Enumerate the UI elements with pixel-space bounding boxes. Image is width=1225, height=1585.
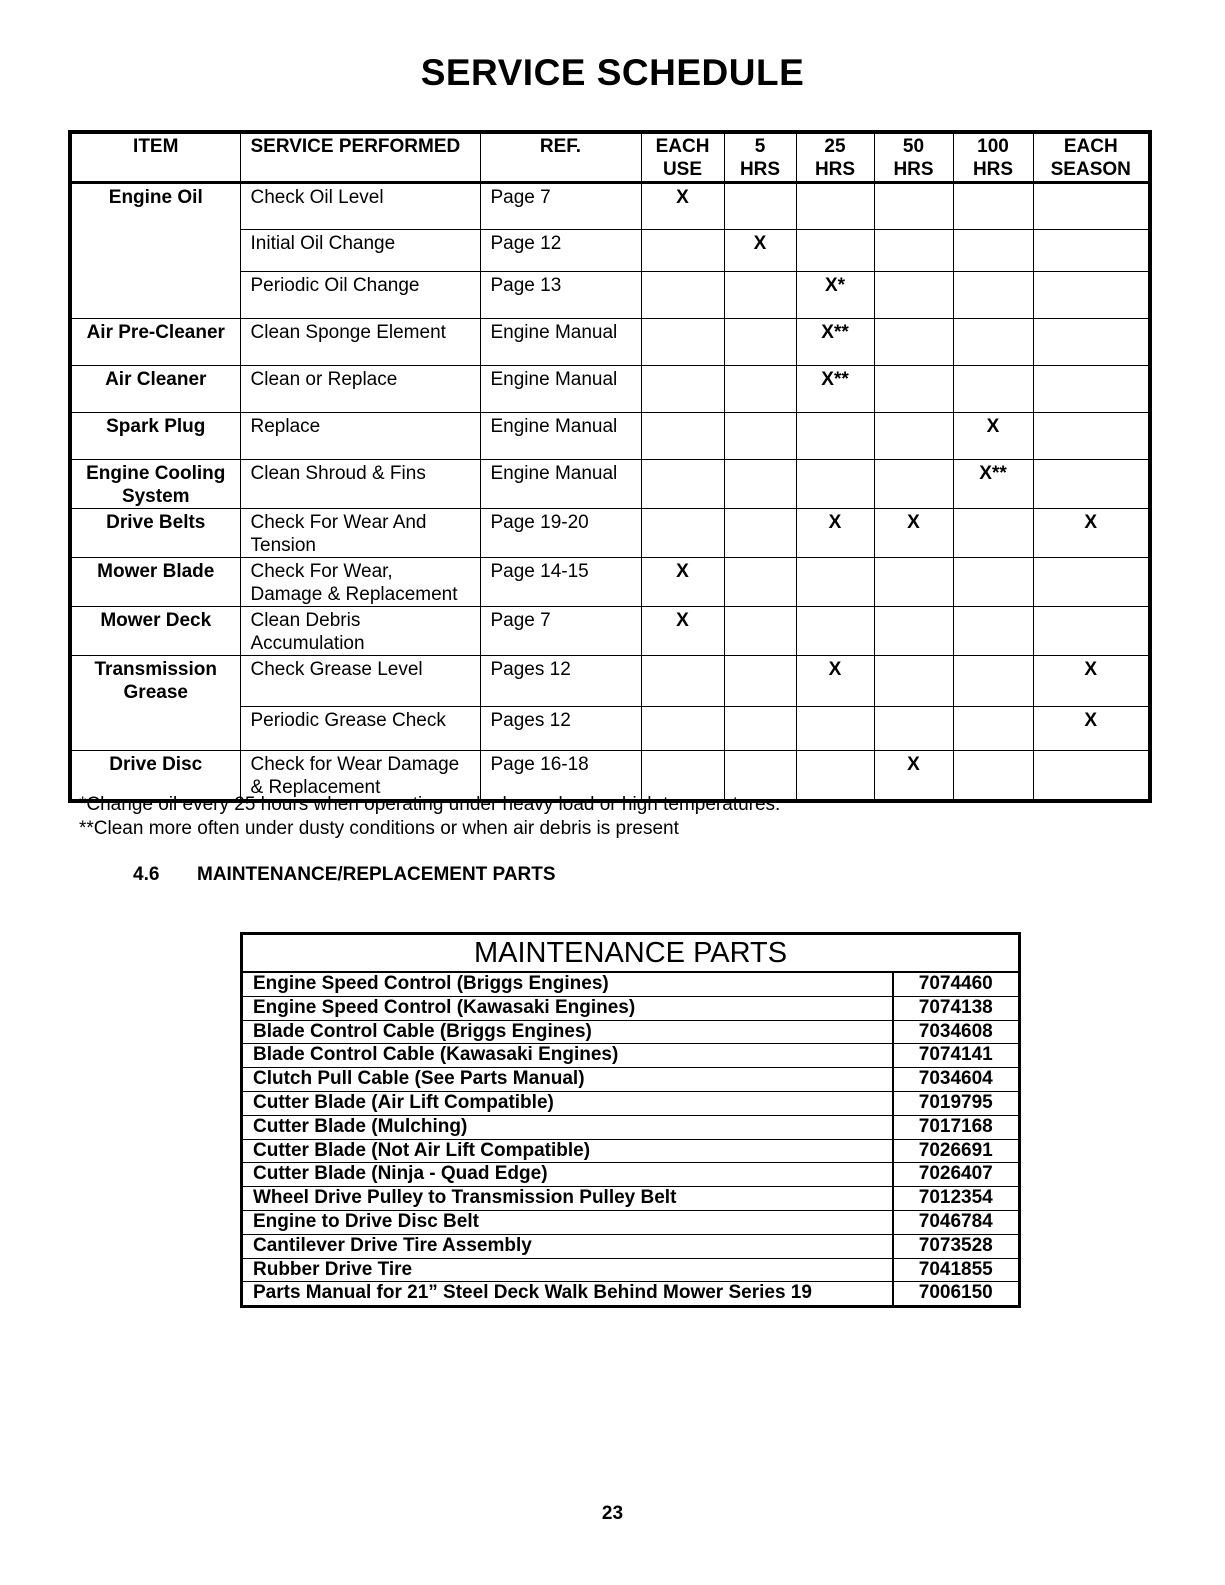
schedule-item: Engine Cooling System [70, 460, 240, 509]
schedule-item: Air Pre-Cleaner [70, 319, 240, 366]
parts-row [242, 996, 1020, 1020]
interval-mark-each-use: X [641, 607, 724, 656]
interval-mark-each-use: X [641, 183, 724, 230]
schedule-row [70, 460, 1150, 509]
parts-row [242, 1187, 1020, 1211]
part-number: 7034608 [893, 1020, 1020, 1044]
parts-row [242, 1139, 1020, 1163]
part-description: Cantilever Drive Tire Assembly [242, 1234, 893, 1258]
service-performed: Periodic Grease Check [240, 707, 480, 751]
header-ref: REF. [480, 132, 641, 183]
interval-mark-each-use [641, 366, 724, 413]
footnotes [79, 793, 780, 841]
part-number: 7046784 [893, 1210, 1020, 1234]
schedule-row [70, 607, 1150, 656]
part-description: Cutter Blade (Mulching) [242, 1115, 893, 1139]
part-number: 7074460 [893, 972, 1020, 996]
interval-mark-each-season [1033, 413, 1150, 460]
section-title: MAINTENANCE/REPLACEMENT PARTS [197, 864, 556, 885]
interval-mark-25-hrs [796, 707, 874, 751]
interval-mark-25-hrs: X [796, 509, 874, 558]
part-description: Blade Control Cable (Kawasaki Engines) [242, 1044, 893, 1068]
parts-row [242, 1258, 1020, 1282]
service-schedule-table [68, 130, 1152, 803]
interval-mark-25-hrs: X** [796, 319, 874, 366]
interval-mark-each-season [1033, 366, 1150, 413]
service-ref: Page 19-20 [480, 509, 641, 558]
interval-mark-100-hrs [953, 656, 1033, 707]
interval-mark-50-hrs [874, 558, 953, 607]
part-description: Engine Speed Control (Kawasaki Engines) [242, 996, 893, 1020]
schedule-item: Mower Deck [70, 607, 240, 656]
interval-mark-50-hrs [874, 272, 953, 319]
interval-mark-100-hrs: X** [953, 460, 1033, 509]
header-each-use: EACH USE [641, 132, 724, 183]
page-title: SERVICE SCHEDULE [420, 52, 805, 93]
header-5-hrs: 5 HRS [724, 132, 796, 183]
schedule-header-row [70, 132, 1150, 183]
part-number: 7026407 [893, 1163, 1020, 1187]
interval-mark-5-hrs [724, 460, 796, 509]
schedule-item: Mower Blade [70, 558, 240, 607]
interval-mark-50-hrs [874, 413, 953, 460]
schedule-row [70, 366, 1150, 413]
part-description: Engine Speed Control (Briggs Engines) [242, 972, 893, 996]
interval-mark-50-hrs [874, 656, 953, 707]
schedule-item: Air Cleaner [70, 366, 240, 413]
interval-mark-100-hrs [953, 183, 1033, 230]
interval-mark-each-use [641, 460, 724, 509]
interval-mark-100-hrs [953, 230, 1033, 272]
interval-mark-50-hrs [874, 460, 953, 509]
interval-mark-100-hrs [953, 272, 1033, 319]
interval-mark-100-hrs [953, 509, 1033, 558]
service-ref: Pages 12 [480, 707, 641, 751]
part-description: Cutter Blade (Not Air Lift Compatible) [242, 1139, 893, 1163]
part-number: 7026691 [893, 1139, 1020, 1163]
interval-mark-each-season [1033, 319, 1150, 366]
interval-mark-100-hrs [953, 751, 1033, 802]
interval-mark-100-hrs: X [953, 413, 1033, 460]
schedule-row [70, 558, 1150, 607]
parts-row [242, 1091, 1020, 1115]
interval-mark-5-hrs: X [724, 230, 796, 272]
part-number: 7074138 [893, 996, 1020, 1020]
interval-mark-25-hrs: X* [796, 272, 874, 319]
interval-mark-5-hrs [724, 413, 796, 460]
service-ref: Page 7 [480, 183, 641, 230]
interval-mark-5-hrs [724, 272, 796, 319]
part-description: Rubber Drive Tire [242, 1258, 893, 1282]
part-number: 7019795 [893, 1091, 1020, 1115]
interval-mark-25-hrs [796, 460, 874, 509]
interval-mark-50-hrs [874, 183, 953, 230]
interval-mark-each-use [641, 707, 724, 751]
interval-mark-100-hrs [953, 707, 1033, 751]
part-description: Wheel Drive Pulley to Transmission Pulley Belt [242, 1187, 893, 1211]
header-100-hrs: 100 HRS [953, 132, 1033, 183]
part-description: Engine to Drive Disc Belt [242, 1210, 893, 1234]
service-performed: Check Grease Level [240, 656, 480, 707]
interval-mark-50-hrs: X [874, 751, 953, 802]
interval-mark-each-season [1033, 558, 1150, 607]
part-description: Cutter Blade (Ninja - Quad Edge) [242, 1163, 893, 1187]
service-performed: Check For Wear, Damage & Replacement [240, 558, 480, 607]
header-50-hrs: 50 HRS [874, 132, 953, 183]
parts-row [242, 1163, 1020, 1187]
interval-mark-5-hrs [724, 366, 796, 413]
service-ref: Engine Manual [480, 413, 641, 460]
interval-mark-each-season [1033, 751, 1150, 802]
parts-row [242, 1115, 1020, 1139]
interval-mark-50-hrs [874, 707, 953, 751]
section-number: 4.6 [133, 864, 160, 885]
parts-row [242, 1234, 1020, 1258]
service-ref: Pages 12 [480, 656, 641, 707]
interval-mark-100-hrs [953, 319, 1033, 366]
part-number: 7012354 [893, 1187, 1020, 1211]
parts-row [242, 1044, 1020, 1068]
interval-mark-each-season [1033, 230, 1150, 272]
service-performed: Clean Shroud & Fins [240, 460, 480, 509]
interval-mark-5-hrs [724, 558, 796, 607]
interval-mark-each-use [641, 319, 724, 366]
schedule-item: Drive Disc [70, 751, 240, 802]
interval-mark-5-hrs [724, 707, 796, 751]
interval-mark-each-use [641, 509, 724, 558]
interval-mark-25-hrs [796, 230, 874, 272]
interval-mark-5-hrs [724, 319, 796, 366]
interval-mark-each-season [1033, 272, 1150, 319]
interval-mark-each-use: X [641, 558, 724, 607]
service-performed: Clean or Replace [240, 366, 480, 413]
interval-mark-each-use [641, 656, 724, 707]
schedule-item: Drive Belts [70, 509, 240, 558]
schedule-row [70, 183, 1150, 230]
interval-mark-25-hrs [796, 607, 874, 656]
part-description: Clutch Pull Cable (See Parts Manual) [242, 1068, 893, 1092]
schedule-item: Transmission Grease [70, 656, 240, 751]
service-ref: Engine Manual [480, 366, 641, 413]
service-ref: Page 16-18 [480, 751, 641, 802]
header-item: ITEM [70, 132, 240, 183]
interval-mark-25-hrs: X** [796, 366, 874, 413]
part-description: Cutter Blade (Air Lift Compatible) [242, 1091, 893, 1115]
interval-mark-5-hrs [724, 183, 796, 230]
interval-mark-5-hrs [724, 607, 796, 656]
service-performed: Replace [240, 413, 480, 460]
interval-mark-25-hrs: X [796, 656, 874, 707]
interval-mark-each-use [641, 272, 724, 319]
schedule-item: Engine Oil [70, 183, 240, 319]
service-performed: Check Oil Level [240, 183, 480, 230]
parts-row [242, 1282, 1020, 1307]
interval-mark-100-hrs [953, 366, 1033, 413]
interval-mark-50-hrs: X [874, 509, 953, 558]
part-description: Parts Manual for 21” Steel Deck Walk Behind Mower Series 19 [242, 1282, 893, 1307]
footnote-clean: **Clean more often under dusty conditions or when air debris is present [79, 818, 679, 839]
interval-mark-100-hrs [953, 607, 1033, 656]
interval-mark-each-season [1033, 460, 1150, 509]
service-performed: Check for Wear Damage & Replacement [240, 751, 480, 802]
interval-mark-each-season [1033, 607, 1150, 656]
schedule-item: Spark Plug [70, 413, 240, 460]
interval-mark-50-hrs [874, 319, 953, 366]
service-ref: Engine Manual [480, 460, 641, 509]
footnote-oil: *Change oil every 25 hours when operating under heavy load or high temperatures. [79, 794, 781, 815]
parts-row [242, 972, 1020, 996]
service-ref: Page 13 [480, 272, 641, 319]
parts-table-title: MAINTENANCE PARTS [242, 934, 1020, 973]
parts-body [242, 972, 1020, 1307]
parts-row [242, 1210, 1020, 1234]
interval-mark-25-hrs [796, 413, 874, 460]
header-each-season: EACH SEASON [1033, 132, 1150, 183]
part-description: Blade Control Cable (Briggs Engines) [242, 1020, 893, 1044]
schedule-row [70, 319, 1150, 366]
service-ref: Page 7 [480, 607, 641, 656]
interval-mark-each-season: X [1033, 656, 1150, 707]
part-number: 7006150 [893, 1282, 1020, 1307]
service-performed: Clean Debris Accumulation [240, 607, 480, 656]
part-number: 7074141 [893, 1044, 1020, 1068]
interval-mark-5-hrs [724, 509, 796, 558]
parts-row [242, 1020, 1020, 1044]
maintenance-parts-table [240, 932, 1021, 1308]
service-ref: Page 14-15 [480, 558, 641, 607]
interval-mark-each-season [1033, 183, 1150, 230]
header-service-performed: SERVICE PERFORMED [240, 132, 480, 183]
section-heading [133, 864, 556, 886]
parts-row [242, 1068, 1020, 1092]
service-performed: Check For Wear And Tension [240, 509, 480, 558]
service-performed: Clean Sponge Element [240, 319, 480, 366]
schedule-row [70, 656, 1150, 707]
part-number: 7073528 [893, 1234, 1020, 1258]
schedule-row [70, 413, 1150, 460]
service-ref: Engine Manual [480, 319, 641, 366]
schedule-body [70, 183, 1150, 802]
interval-mark-50-hrs [874, 230, 953, 272]
interval-mark-50-hrs [874, 607, 953, 656]
page-number: 23 [601, 1503, 624, 1524]
service-performed: Initial Oil Change [240, 230, 480, 272]
interval-mark-25-hrs [796, 558, 874, 607]
interval-mark-each-use [641, 413, 724, 460]
service-performed: Periodic Oil Change [240, 272, 480, 319]
part-number: 7034604 [893, 1068, 1020, 1092]
interval-mark-100-hrs [953, 558, 1033, 607]
interval-mark-50-hrs [874, 366, 953, 413]
interval-mark-25-hrs [796, 183, 874, 230]
interval-mark-each-use [641, 230, 724, 272]
part-number: 7017168 [893, 1115, 1020, 1139]
interval-mark-5-hrs [724, 656, 796, 707]
part-number: 7041855 [893, 1258, 1020, 1282]
header-25-hrs: 25 HRS [796, 132, 874, 183]
schedule-row [70, 509, 1150, 558]
interval-mark-each-season: X [1033, 509, 1150, 558]
interval-mark-each-season: X [1033, 707, 1150, 751]
interval-mark-25-hrs [796, 751, 874, 802]
service-ref: Page 12 [480, 230, 641, 272]
